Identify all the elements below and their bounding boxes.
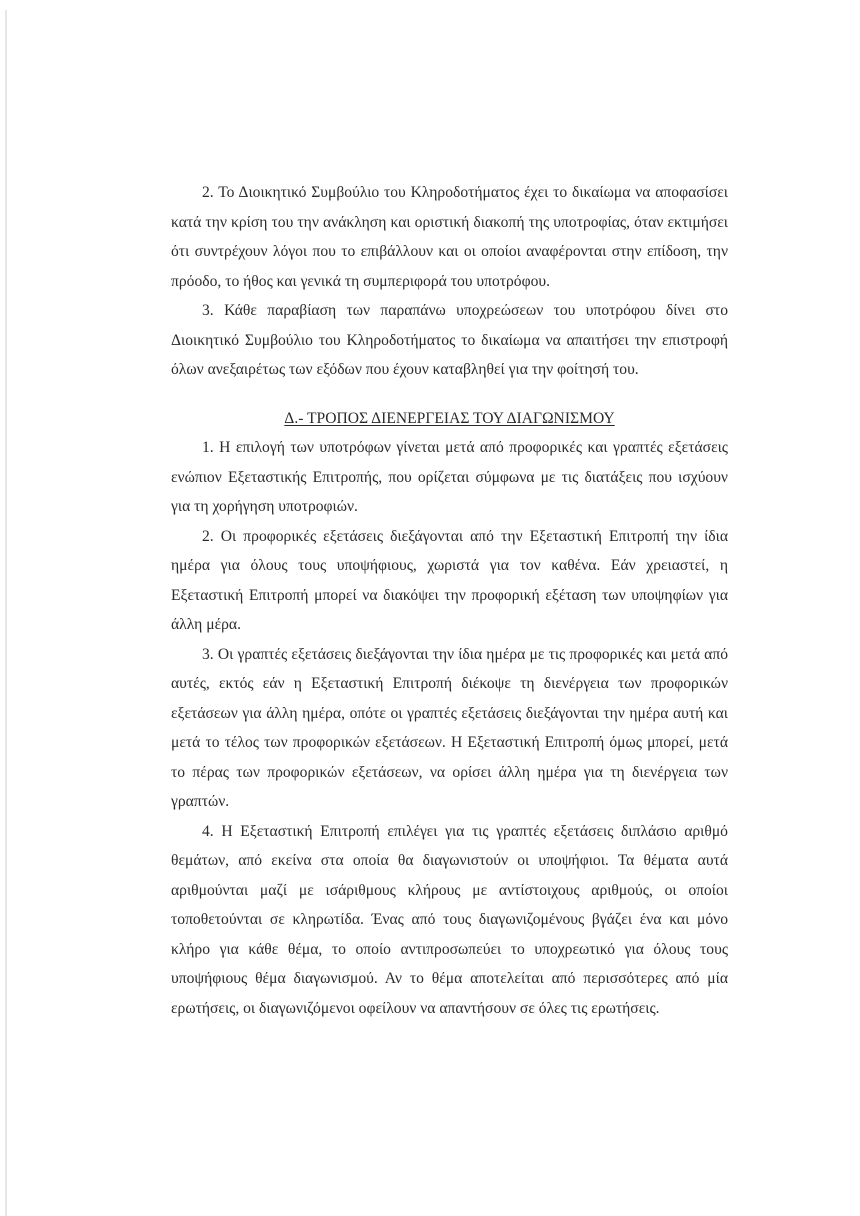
paragraph-number: 2.	[202, 527, 214, 545]
paragraph-text: Η επιλογή των υποτρόφων γίνεται μετά από προφορικές και γραπτές εξετάσεις ενώπιον Εξεταστικής Επιτροπής, που ορίζεται σύμφωνα με τις διατάξεις που ισχύουν για τη χορήγηση υποτροφιών.	[171, 439, 728, 515]
paragraph-text: Οι προφορικές εξετάσεις διεξάγονται από την Εξεταστική Επιτροπή την ίδια ημέρα για όλους τους υποψήφιους, χωριστά για τον καθένα. Εάν χρειαστεί, η Εξεταστική Επιτροπή μπορεί να διακόψει την προφορική εξέταση των υποψηφίων για άλλη μέρα.	[171, 527, 728, 633]
paragraph-number: 1.	[202, 439, 214, 456]
section-d-heading: Δ.- ΤΡΟΠΟΣ ΔΙΕΝΕΡΓΕΙΑΣ ΤΟΥ ΔΙΑΓΩΝΙΣΜΟΥ	[284, 409, 615, 427]
paragraph-text: Κάθε παραβίαση των παραπάνω υποχρεώσεων του υποτρόφου δίνει στο Διοικητικό Συμβούλιο του Κληροδοτήματος το δικαίωμα να απαιτήσει την επιστροφή όλων ανεξαιρέτως των εξόδων που έχουν καταβληθεί για την φοίτησή του.	[171, 302, 728, 378]
document-page	[171, 178, 728, 1023]
paragraph-text: Το Διοικητικό Συμβούλιο του Κληροδοτήματος έχει το δικαίωμα να αποφασίσει κατά την κρίση του την ανάκληση και οριστική διακοπή της υποτροφίας, όταν εκτιμήσει ότι συντρέχουν λόγοι που το επιβάλλουν και οι οποίοι αναφέρονται στην επίδοση, την πρόοδο, το ήθος και γενικά τη συμπεριφορά του υποτρόφου.	[171, 184, 728, 290]
paragraph-c-3	[171, 296, 728, 385]
paragraph-d-1	[171, 433, 728, 522]
paragraph-number: 3.	[202, 645, 214, 663]
paragraph-text: Οι γραπτές εξετάσεις διεξάγονται την ίδια ημέρα με τις προφορικές και μετά από αυτές, εκτός εάν η Εξεταστική Επιτροπή διέκοψε τη διενέργεια των προφορικών εξετάσεων για άλλη ημέρα, οπότε οι γραπτές εξετάσεις διεξάγονται την ημέρα αυτή και μετά το τέλος των προφορικών εξετάσεων. Η Εξεταστική Επιτροπή όμως μπορεί, μετά το πέρας των προφορικών εξετάσεων, να ορίσει άλλη ημέρα για τη διενέργεια των γραπτών.	[171, 645, 728, 810]
paragraph-number: 3.	[202, 302, 214, 319]
paragraph-number: 2.	[202, 184, 214, 201]
paragraph-d-2	[171, 522, 728, 640]
paragraph-d-4	[171, 817, 728, 1024]
paragraph-c-2	[171, 178, 728, 296]
paragraph-number: 4.	[202, 822, 214, 840]
scan-edge-line	[5, 10, 7, 1216]
paragraph-text: Η Εξεταστική Επιτροπή επιλέγει για τις γραπτές εξετάσεις διπλάσιο αριθμό θεμάτων, από εκείνα στα οποία θα διαγωνιστούν οι υποψήφιοι. Τα θέματα αυτά αριθμούνται μαζί με ισάριθμους κλήρους με αντίστοιχους αριθμούς, οι οποίοι τοποθετούνται σε κληρωτίδα. Ένας από τους διαγωνιζομένους βγάζει ένα και μόνο κλήρο για κάθε θέμα, το οποίο αντιπροσωπεύει το υποχρεωτικό για όλους τους υποψήφιους θέμα διαγωνισμού. Αν το θέμα αποτελείται από περισσότερες από μία ερωτήσεις, οι διαγωνιζόμενοι οφείλουν να απαντήσουν σε όλες τις ερωτήσεις.	[171, 822, 728, 1017]
paragraph-d-3	[171, 640, 728, 817]
